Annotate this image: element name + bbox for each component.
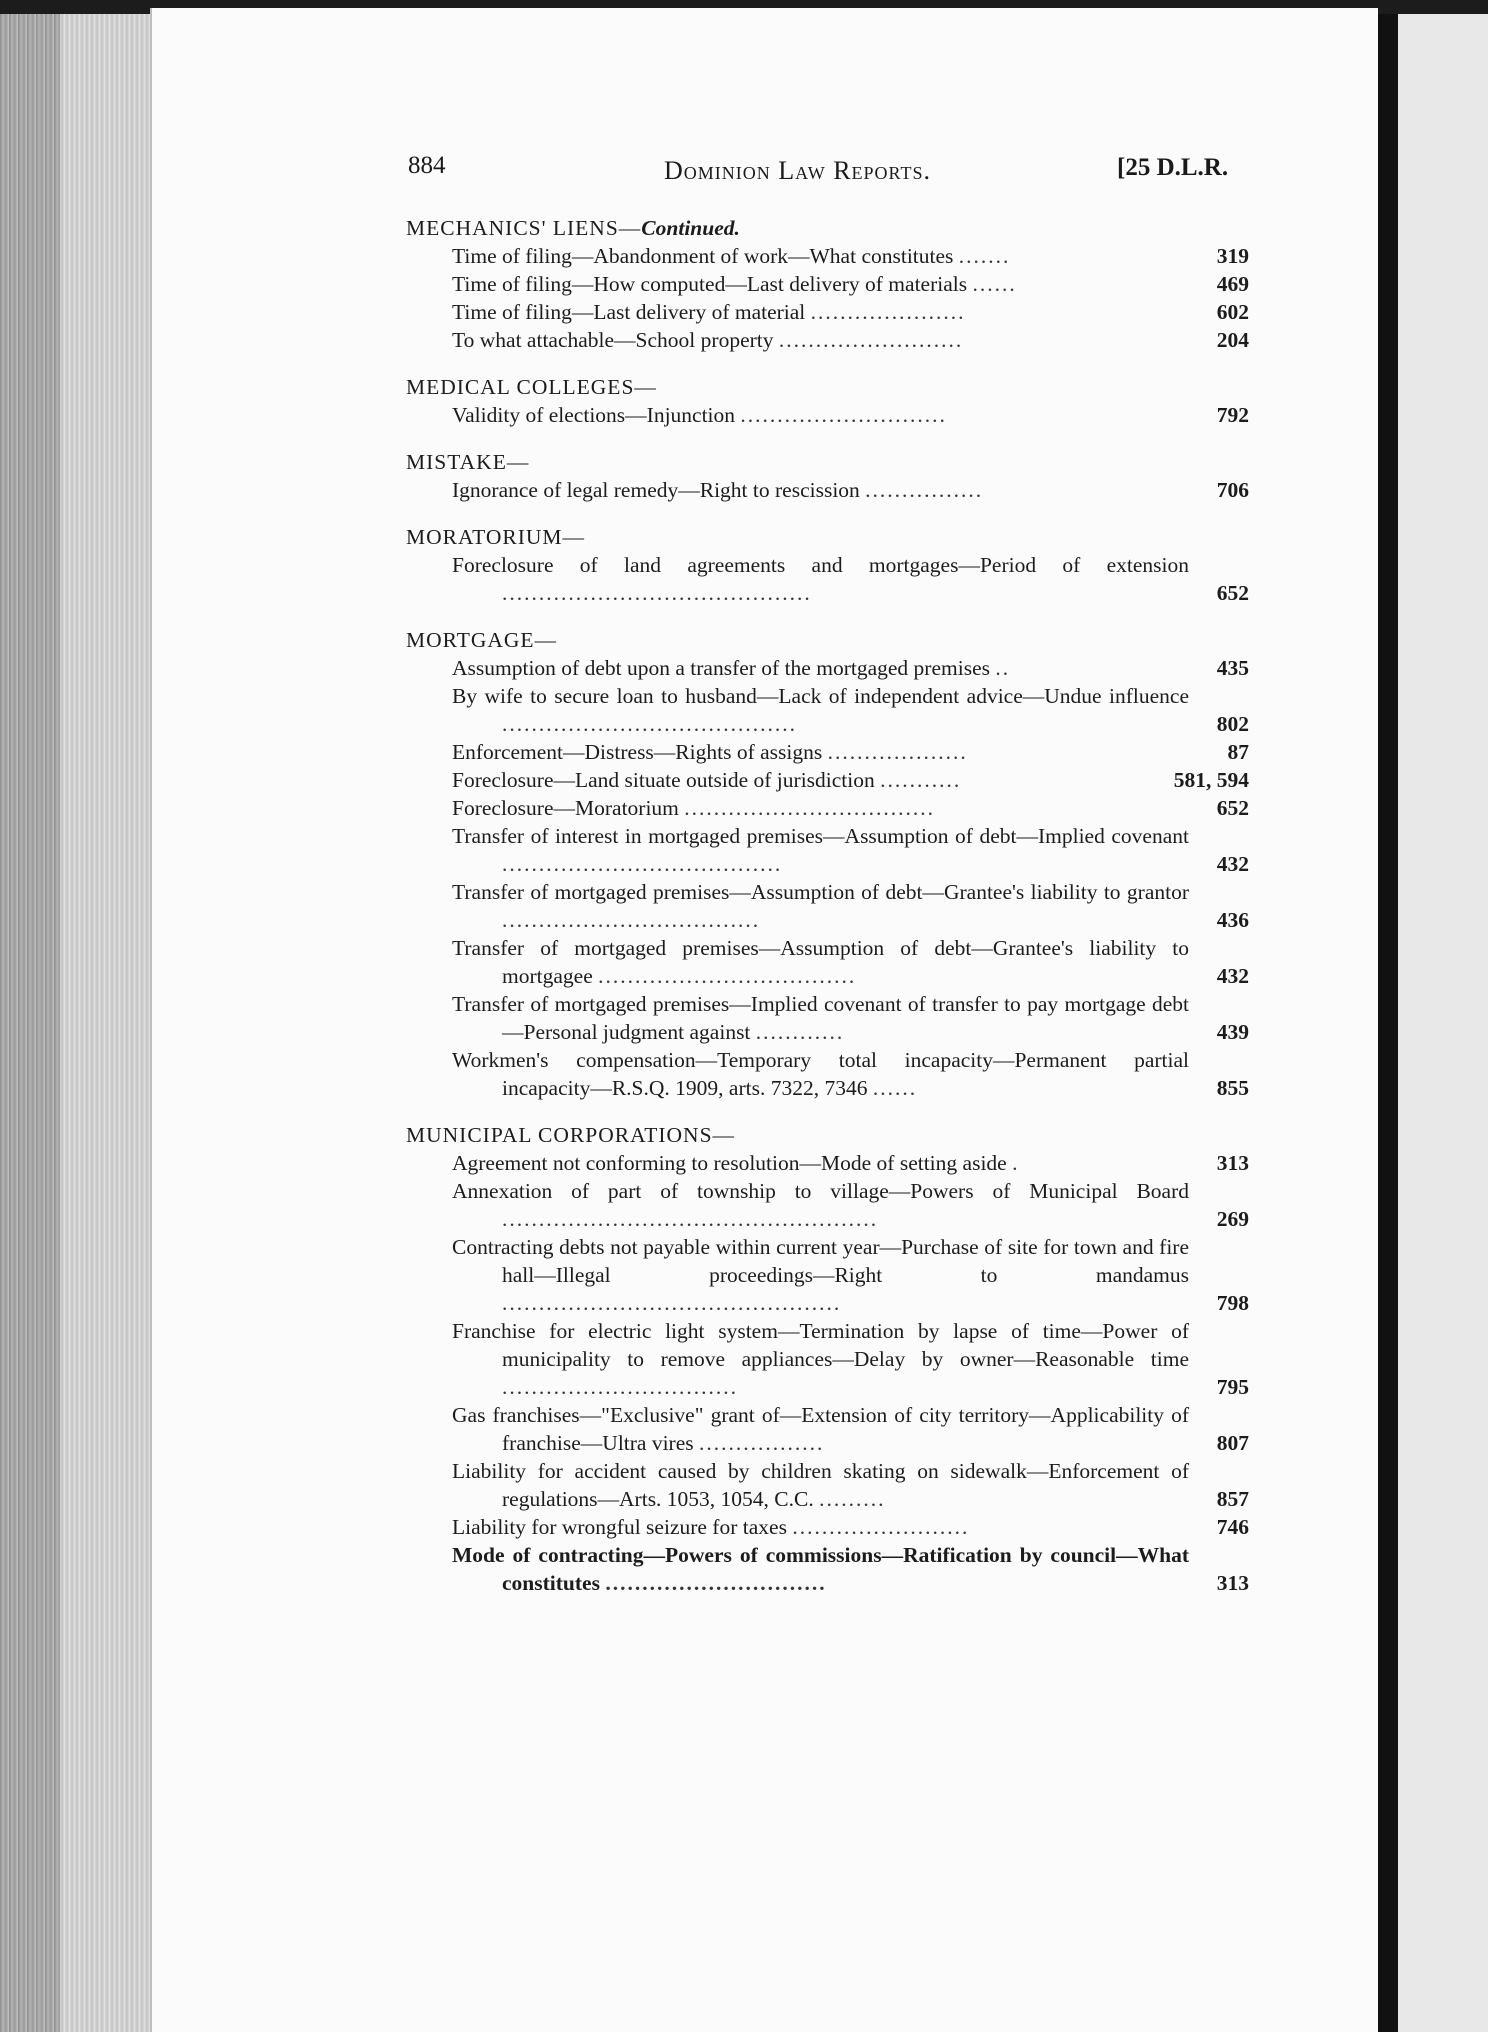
leader-dots: .................................. <box>684 796 936 820</box>
index-entry <box>452 326 1249 354</box>
index-content <box>404 214 1249 1616</box>
index-section <box>404 523 1249 607</box>
leader-dots: ......................... <box>778 328 964 352</box>
entry-text-block <box>452 822 1189 878</box>
section-heading <box>404 373 1249 401</box>
entry-page-ref: 319 <box>1216 244 1249 268</box>
index-entry <box>452 1541 1249 1597</box>
index-entry <box>452 1149 1249 1177</box>
section-heading-text: MEDICAL COLLEGES— <box>406 375 657 399</box>
leader-dots: ............ <box>755 1020 845 1044</box>
entry-text: Liability for wrongful seizure for taxes <box>452 1515 787 1539</box>
index-entry <box>452 654 1249 682</box>
entry-page-ref: 792 <box>1216 403 1249 427</box>
index-entry <box>452 934 1249 990</box>
index-entry <box>452 1233 1249 1317</box>
entry-text: Time of filing—Abandonment of work—What constitutes <box>452 244 954 268</box>
entry-text-block <box>452 1046 1189 1102</box>
leader-dots: ................... <box>827 740 968 764</box>
entry-text: Franchise for electric light system—Termination by lapse of time—Power of municipality to remove appliances—Delay by owner—Reasonable time <box>452 1319 1189 1371</box>
index-entry <box>452 270 1249 298</box>
section-heading-text: MECHANICS' LIENS— <box>406 216 642 240</box>
entry-page-ref: 269 <box>1216 1207 1249 1231</box>
entry-text-block <box>452 738 1189 766</box>
entry-text: Workmen's compensation—Temporary total incapacity—Permanent partial incapacity—R.S.Q. 1909, arts. 7322, 7346 <box>452 1048 1189 1100</box>
entry-text: Foreclosure—Moratorium <box>452 796 679 820</box>
entry-text: Gas franchises—"Exclusive" grant of—Extension of city territory—Applicability of franchise—Ultra vires <box>452 1403 1189 1455</box>
entry-page-ref: 652 <box>1216 796 1249 820</box>
index-entry <box>452 298 1249 326</box>
page-number: 884 <box>408 152 446 179</box>
section-heading-text: MUNICIPAL CORPORATIONS— <box>406 1123 736 1147</box>
leader-dots: ...................................... <box>502 852 783 876</box>
index-entry <box>452 551 1249 607</box>
entry-text: Annexation of part of township to village—Powers of Municipal Board <box>452 1179 1189 1203</box>
book-gutter-right <box>1378 14 1398 2032</box>
entry-text-block <box>452 270 1189 298</box>
entry-page-ref: 87 <box>1227 740 1249 764</box>
entry-page-ref: 706 <box>1216 478 1249 502</box>
leader-dots: ..................... <box>810 300 966 324</box>
index-entry <box>452 822 1249 878</box>
entry-text-block <box>452 1457 1189 1513</box>
entry-text-block <box>452 401 1189 429</box>
entry-text: Time of filing—How computed—Last delivery of materials <box>452 272 968 296</box>
entry-text: Mode of contracting—Powers of commissions—Ratification by council—What constitutes <box>452 1543 1189 1595</box>
entry-text-block <box>452 551 1189 607</box>
adjacent-page-edge <box>1398 14 1488 2032</box>
leader-dots: ........................ <box>792 1515 970 1539</box>
leader-dots: .. <box>995 656 1011 680</box>
entry-text: Transfer of mortgaged premises—Implied covenant of transfer to pay mortgage debt—Personal judgment against <box>452 992 1189 1044</box>
entry-page-ref: 746 <box>1216 1515 1249 1539</box>
section-heading-text: MORATORIUM— <box>406 525 586 549</box>
leader-dots: ................ <box>865 478 984 502</box>
index-entry <box>452 401 1249 429</box>
entry-page-ref: 857 <box>1216 1487 1249 1511</box>
entry-page-ref: 795 <box>1216 1375 1249 1399</box>
leader-dots: ................................ <box>502 1375 738 1399</box>
entry-page-ref: 313 <box>1216 1151 1249 1175</box>
entry-page-ref: 204 <box>1216 328 1249 352</box>
entry-page-ref: 432 <box>1216 852 1249 876</box>
entry-text: Assumption of debt upon a transfer of the mortgaged premises <box>452 656 990 680</box>
entry-page-ref: 435 <box>1216 656 1249 680</box>
entry-text-block <box>452 990 1189 1046</box>
section-heading <box>404 1121 1249 1149</box>
leader-dots: ................................... <box>598 964 857 988</box>
entry-text-block <box>452 476 1189 504</box>
entry-page-ref: 798 <box>1216 1291 1249 1315</box>
entry-text-block <box>452 298 1189 326</box>
entry-page-ref: 313 <box>1216 1571 1249 1595</box>
leader-dots: ........................................ <box>502 712 797 736</box>
entry-page-ref: 439 <box>1216 1020 1249 1044</box>
index-entry <box>452 738 1249 766</box>
entry-text-block <box>452 242 1189 270</box>
entry-text-block <box>452 1513 1189 1541</box>
entry-text-block <box>452 326 1189 354</box>
entry-text: Foreclosure—Land situate outside of jurisdiction <box>452 768 875 792</box>
section-heading <box>404 523 1249 551</box>
entry-page-ref: 469 <box>1216 272 1249 296</box>
entry-text: Contracting debts not payable within current year—Purchase of site for town and fire hall—Illegal proceedings—Right to mandamus <box>452 1235 1189 1287</box>
index-entry <box>452 1177 1249 1233</box>
section-heading-text: MORTGAGE— <box>406 628 558 652</box>
index-entry <box>452 1513 1249 1541</box>
leader-dots: ...... <box>872 1076 918 1100</box>
index-entry <box>452 1317 1249 1401</box>
index-entry <box>452 990 1249 1046</box>
index-entry <box>452 1401 1249 1457</box>
entry-page-ref: 807 <box>1216 1431 1249 1455</box>
entry-text: To what attachable—School property <box>452 328 774 352</box>
index-entry <box>452 476 1249 504</box>
book-page-edges-inner <box>60 14 150 2032</box>
index-entry <box>452 1457 1249 1513</box>
entry-text: By wife to secure loan to husband—Lack of independent advice—Undue influence <box>452 684 1189 708</box>
index-section <box>404 373 1249 429</box>
entry-page-ref: 802 <box>1216 712 1249 736</box>
entry-text: Time of filing—Last delivery of material <box>452 300 806 324</box>
entry-text-block <box>452 934 1189 990</box>
section-continued-label: Continued. <box>641 216 740 240</box>
entry-text-block <box>452 766 1139 794</box>
index-entry <box>452 794 1249 822</box>
entry-page-ref: 602 <box>1216 300 1249 324</box>
entry-text: Foreclosure of land agreements and mortgages—Period of extension <box>452 553 1189 577</box>
entry-text: Transfer of mortgaged premises—Assumption of debt—Grantee's liability to grantor <box>452 880 1189 904</box>
entry-text-block <box>452 1149 1189 1177</box>
entry-page-ref: 436 <box>1216 908 1249 932</box>
index-entry <box>452 1046 1249 1102</box>
entry-text: Validity of elections—Injunction <box>452 403 736 427</box>
entry-text-block <box>452 1233 1189 1317</box>
leader-dots: ......... <box>819 1487 886 1511</box>
entry-text: Ignorance of legal remedy—Right to rescission <box>452 478 860 502</box>
entry-page-ref: 581, 594 <box>1173 768 1249 792</box>
volume-reference: [25 D.L.R. <box>1117 154 1229 181</box>
entry-text: Agreement not conforming to resolution—Mode of setting aside <box>452 1151 1007 1175</box>
entry-text-block <box>452 654 1189 682</box>
entry-text-block <box>452 794 1189 822</box>
leader-dots: ...... <box>972 272 1017 296</box>
leader-dots: ................................... <box>502 908 761 932</box>
section-heading <box>404 626 1249 654</box>
section-heading <box>404 214 1249 242</box>
entry-text-block <box>452 1177 1189 1233</box>
leader-dots: ....... <box>958 244 1011 268</box>
leader-dots: .............................. <box>605 1571 827 1595</box>
index-section <box>404 448 1249 504</box>
index-section <box>404 214 1249 354</box>
section-heading <box>404 448 1249 476</box>
index-entry <box>452 682 1249 738</box>
index-entry <box>452 766 1249 794</box>
leader-dots: ............................ <box>740 403 947 427</box>
entry-text: Transfer of mortgaged premises—Assumption of debt—Grantee's liability to mortgagee <box>452 936 1189 988</box>
entry-text: Transfer of interest in mortgaged premises—Assumption of debt—Implied covenant <box>452 824 1189 848</box>
leader-dots: ........... <box>880 768 962 792</box>
entry-text-block <box>452 1317 1189 1401</box>
entry-text: Enforcement—Distress—Rights of assigns <box>452 740 823 764</box>
leader-dots: .............................................. <box>502 1291 842 1315</box>
leader-dots: .......................................... <box>502 581 812 605</box>
index-section <box>404 626 1249 1102</box>
leader-dots: . <box>1012 1151 1020 1175</box>
index-section <box>404 1121 1249 1597</box>
entry-text-block <box>452 878 1189 934</box>
leader-dots: ................. <box>699 1431 825 1455</box>
entry-text-block <box>452 682 1189 738</box>
running-head-title: Dominion Law Reports. <box>664 156 931 185</box>
section-heading-text: MISTAKE— <box>406 450 530 474</box>
index-entry <box>452 242 1249 270</box>
entry-page-ref: 432 <box>1216 964 1249 988</box>
entry-text: Liability for accident caused by children skating on sidewalk—Enforcement of regulations—Arts. 1053, 1054, C.C. <box>452 1459 1189 1511</box>
entry-text-block <box>452 1541 1189 1597</box>
index-entry <box>452 878 1249 934</box>
entry-page-ref: 652 <box>1216 581 1249 605</box>
entry-page-ref: 855 <box>1216 1076 1249 1100</box>
entry-text-block <box>452 1401 1189 1457</box>
leader-dots: ................................................... <box>502 1207 879 1231</box>
